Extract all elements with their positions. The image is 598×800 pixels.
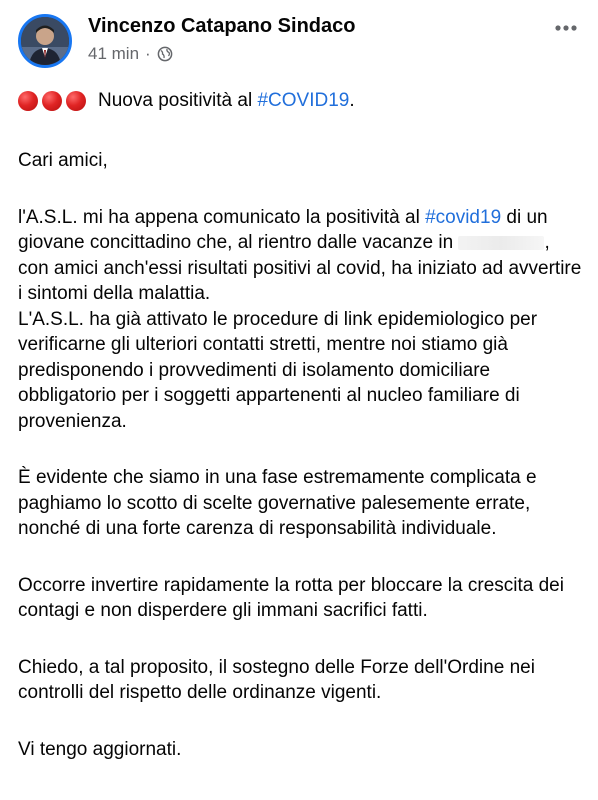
paragraph-2: L'A.S.L. ha già attivato le procedure di link epidemiologico per verificarne gli ulteriori contatti stretti, mentre noi stiamo già predisponendo i provvedimenti di isolamento domiciliare obbligatorio per i soggetti appartenenti al nucleo familiare di provenienza.: [18, 308, 538, 432]
red-circle-icon: [66, 91, 86, 111]
paragraph-1-part-a: l'A.S.L. mi ha appena comunicato la positività al: [18, 206, 426, 228]
meta-separator: ·: [145, 44, 151, 63]
closing-line: Vi tengo aggiornati.: [18, 738, 182, 760]
avatar[interactable]: [18, 14, 72, 68]
post-meta: [88, 44, 173, 64]
post-timestamp[interactable]: 41 min: [88, 44, 140, 63]
paragraph-1: [18, 205, 584, 307]
author-name[interactable]: Vincenzo Catapano Sindaco: [88, 15, 356, 37]
paragraph-5: Chiedo, a tal proposito, il sostegno delle Forze dell'Ordine nei controlli del rispetto delle ordinanze vigenti.: [18, 656, 535, 703]
paragraph-4: Occorre invertire rapidamente la rotta per bloccare la crescita dei contagi e non disperdere gli immani sacrifici fatti.: [18, 574, 564, 621]
hashtag-covid19-inline-link[interactable]: #covid19: [425, 206, 502, 228]
more-options-icon[interactable]: [552, 20, 580, 36]
hashtag-covid19-link[interactable]: #COVID19: [257, 90, 350, 112]
post-headline: [18, 88, 584, 114]
paragraph-3: È evidente che siamo in una fase estremamente complicata e paghiamo lo scotto di scelte governative palesemente errate, nonché di una forte carenza di responsabilità individuale.: [18, 467, 537, 539]
post-header: [14, 8, 584, 74]
headline-label: Nuova positività al: [98, 90, 258, 112]
globe-icon[interactable]: [157, 46, 173, 62]
post-body: [18, 88, 584, 762]
avatar-photo: [21, 17, 69, 65]
red-circle-emoji-group: [18, 91, 90, 111]
headline-end: .: [349, 90, 355, 112]
red-circle-icon: [42, 91, 62, 111]
paragraph-1-part-c: , con amici anch'essi risultati positivi al covid, ha iniziato ad avvertire i sintomi della malattia.: [18, 232, 582, 304]
headline-text: [98, 88, 355, 114]
paragraph-1-part-b: di un giovane concittadino che, al rientro dalle vacanze in: [18, 206, 548, 253]
redacted-location: [458, 236, 544, 250]
red-circle-icon: [18, 91, 38, 111]
greeting: Cari amici,: [18, 150, 108, 171]
